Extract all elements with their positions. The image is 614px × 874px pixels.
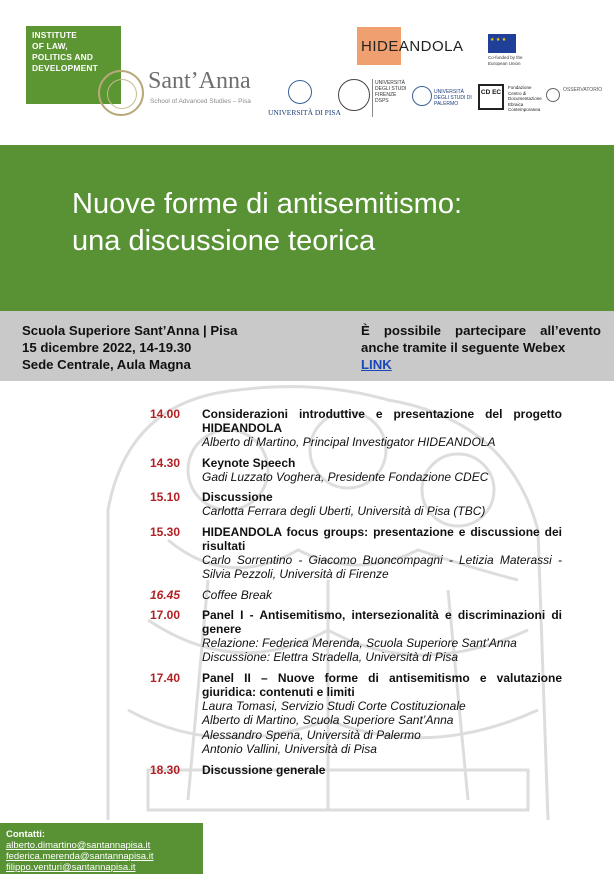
program-time: 17.40 bbox=[150, 670, 181, 685]
unifi-seal-icon bbox=[338, 79, 370, 111]
webex-info bbox=[361, 322, 601, 373]
ilpd-line: DEVELOPMENT bbox=[32, 63, 98, 73]
program-item bbox=[150, 763, 562, 777]
event-title bbox=[72, 186, 462, 260]
program-item bbox=[150, 490, 562, 519]
program-title: Coffee Break bbox=[202, 587, 273, 602]
santanna-name: Sant’Anna bbox=[148, 68, 251, 94]
hideandola-suffix: ANDOLA bbox=[398, 38, 464, 55]
program-body bbox=[202, 608, 562, 665]
program-list bbox=[150, 407, 562, 783]
eu-cofunded-text: Co-funded by the European Union bbox=[488, 55, 523, 66]
program-time: 14.00 bbox=[150, 407, 181, 421]
program-title: Discussione generale bbox=[202, 762, 326, 777]
contact-email[interactable]: alberto.dimartino@santannapisa.it bbox=[6, 840, 151, 851]
unipa-text: UNIVERSITÀ DEGLI STUDI DI PALERMO bbox=[434, 89, 472, 107]
cdec-text: Fondazione Centro di Documentazione Ebraica Contemporanea bbox=[508, 85, 542, 112]
webex-text: È possibile partecipare all’evento anche tramite il seguente Webex bbox=[361, 323, 601, 355]
ilpd-line: INSTITUTE bbox=[32, 30, 78, 40]
venue-line-1: Scuola Superiore Sant’Anna | Pisa bbox=[22, 323, 238, 338]
program-item bbox=[150, 588, 562, 602]
program-speaker: Relazione: Federica Merenda, Scuola Superiore Sant’Anna bbox=[202, 635, 517, 650]
program-item bbox=[150, 407, 562, 450]
program-speaker: Gadi Luzzato Voghera, Presidente Fondazione CDEC bbox=[202, 469, 489, 484]
program-title: Panel I - Antisemitismo, intersezionalità e discriminazioni di genere bbox=[202, 607, 562, 636]
program-time: 15.30 bbox=[150, 524, 181, 539]
santanna-seal-icon bbox=[98, 70, 144, 116]
osservatorio-icon bbox=[546, 88, 560, 102]
title-line-1: Nuove forme di antisemitismo: bbox=[72, 188, 463, 220]
program-speaker: Alberto di Martino, Principal Investigator HIDEANDOLA bbox=[202, 435, 496, 449]
program-title: Panel II – Nuove forme di antisemitismo e valutazione giuridica: contenuti e limiti bbox=[202, 670, 562, 699]
program-title: Keynote Speech bbox=[202, 455, 296, 470]
program-item bbox=[150, 671, 562, 757]
program-body bbox=[202, 456, 562, 485]
hideandola-logo bbox=[357, 27, 469, 65]
program-time: 18.30 bbox=[150, 762, 181, 777]
program-speaker: Carlo Sorrentino - Giacomo Buoncompagni - Letizia Materassi - Silvia Pezzoli, Università di Firenze bbox=[202, 552, 562, 581]
venue-line-2: 15 dicembre 2022, 14-19.30 bbox=[22, 340, 192, 355]
program-speaker: Alessandro Spena, Università di Palermo bbox=[202, 727, 421, 742]
program-item bbox=[150, 608, 562, 665]
program-body bbox=[202, 763, 562, 777]
program-speaker: Antonio Vallini, Università di Pisa bbox=[202, 742, 377, 756]
program-body bbox=[202, 525, 562, 582]
contacts-heading: Contatti: bbox=[6, 829, 46, 840]
cdec-logo: CD EC bbox=[478, 84, 504, 110]
contact-email[interactable]: federica.merenda@santannapisa.it bbox=[6, 851, 154, 862]
program-body bbox=[202, 407, 562, 450]
ilpd-line: OF LAW, bbox=[32, 41, 68, 51]
program-speaker: Carlotta Ferrara degli Uberti, Università di Pisa (TBC) bbox=[202, 504, 486, 518]
venue-info bbox=[22, 322, 237, 373]
program-title: Discussione bbox=[202, 490, 273, 504]
eu-flag-icon bbox=[488, 34, 516, 53]
program-time: 14.30 bbox=[150, 455, 181, 470]
unipi-text: UNIVERSITÀ DI PISA bbox=[268, 108, 341, 117]
contacts-box bbox=[0, 823, 203, 874]
osservatorio-text: OSSERVATORIO bbox=[563, 87, 603, 93]
program-time: 17.00 bbox=[150, 607, 181, 622]
contact-email[interactable]: filippo.venturi@santannapisa.it bbox=[6, 862, 136, 873]
santanna-subtitle: School of Advanced Studies – Pisa bbox=[150, 98, 251, 105]
ilpd-line: POLITICS AND bbox=[32, 52, 94, 62]
program-item bbox=[150, 456, 562, 485]
hideandola-prefix: HIDE bbox=[361, 38, 399, 55]
program-speaker: Alberto di Martino, Scuola Superiore Sant’Anna bbox=[202, 713, 454, 727]
program-item bbox=[150, 525, 562, 582]
program-title: Considerazioni introduttive e presentazione del progetto HIDEANDOLA bbox=[202, 407, 562, 435]
unifi-text: UNIVERSITÀ DEGLI STUDI FIRENZE DSPS bbox=[375, 80, 407, 104]
program-time: 16.45 bbox=[150, 587, 181, 602]
program-time: 15.10 bbox=[150, 490, 181, 504]
program-body bbox=[202, 588, 562, 602]
program-title: HIDEANDOLA focus groups: presentazione e discussione dei risultati bbox=[202, 524, 562, 553]
title-line-2: una discussione teorica bbox=[72, 225, 376, 257]
unipi-seal-icon bbox=[288, 80, 312, 104]
program-speaker: Laura Tomasi, Servizio Studi Corte Costituzionale bbox=[202, 698, 466, 713]
webex-link[interactable]: LINK bbox=[361, 357, 392, 372]
program-speaker: Discussione: Elettra Stradella, Università di Pisa bbox=[202, 650, 459, 664]
unipa-seal-icon bbox=[412, 86, 432, 106]
venue-line-3: Sede Centrale, Aula Magna bbox=[22, 357, 191, 372]
program-body bbox=[202, 490, 562, 519]
program-body bbox=[202, 671, 562, 757]
